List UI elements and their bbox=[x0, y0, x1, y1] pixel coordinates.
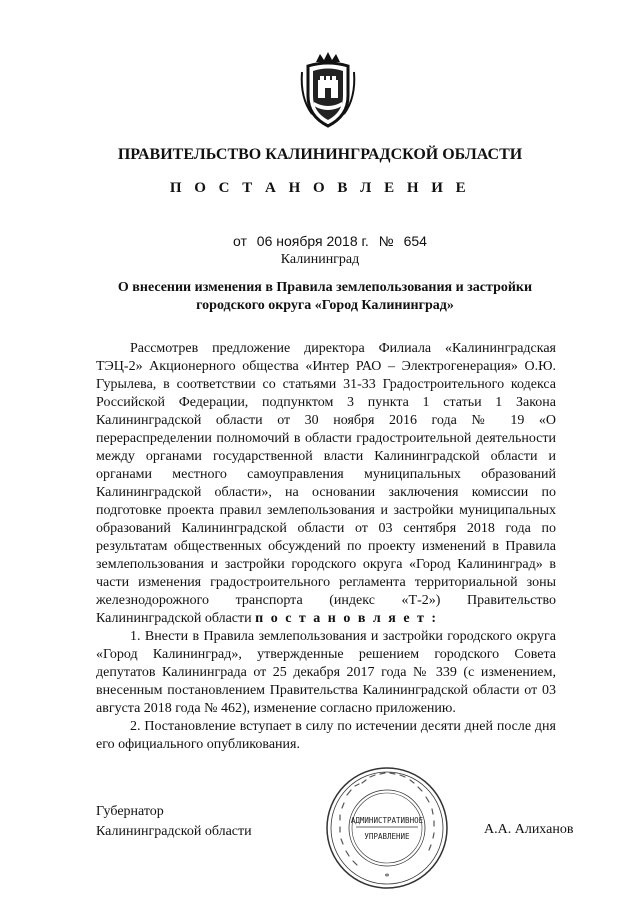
document-type: П О С Т А Н О В Л Е Н И Е bbox=[169, 180, 471, 196]
date-prefix: от bbox=[233, 233, 247, 249]
coat-of-arms-icon bbox=[298, 52, 358, 130]
decree-date: 06 ноября 2018 г. bbox=[256, 233, 369, 249]
decree-subject bbox=[90, 279, 560, 315]
seal-text-line-1: АДМИНИСТРАТИВНОЕ bbox=[350, 816, 424, 825]
signatory-name: А.А. Алиханов bbox=[484, 822, 574, 837]
subject-line-2: городского округа «Город Калининград» bbox=[196, 298, 454, 313]
decree-body bbox=[96, 340, 556, 754]
official-seal-icon bbox=[322, 763, 452, 893]
item-2: 2. Постановление вступает в силу по истечении десяти дней после дня его официального опубликования. bbox=[96, 719, 556, 752]
number-sign: № bbox=[378, 233, 394, 249]
signatory-title bbox=[96, 802, 252, 842]
government-name: ПРАВИТЕЛЬСТВО КАЛИНИНГРАДСКОЙ ОБЛАСТИ bbox=[117, 146, 523, 163]
signatory-title-line-1: Губернатор bbox=[96, 804, 164, 819]
subject-line-1: О внесении изменения в Правила землепользования и застройки bbox=[117, 280, 533, 295]
resolves-phrase: п о с т а н о в л я е т : bbox=[255, 611, 439, 626]
city-name: Калининград bbox=[280, 252, 360, 267]
date-line bbox=[233, 233, 433, 249]
svg-text:*: * bbox=[384, 872, 390, 883]
preamble-paragraph bbox=[96, 340, 556, 628]
signatory-title-line-2: Калининградской области bbox=[96, 824, 252, 839]
item-1: 1. Внести в Правила землепользования и застройки городского округа «Город Калининград», утвержденные решением городского Совета депутатов Калининграда от 25 декабря 2017 года № 339 (с изменением, внесенным постановлением Правительства Калининградской области от 03 августа 2018 года № 462), изменение согласно приложению. bbox=[96, 629, 556, 716]
seal-text-line-2: УПРАВЛЕНИЕ bbox=[364, 832, 410, 841]
decree-number: 654 bbox=[403, 233, 427, 249]
preamble-text: Рассмотрев предложение директора Филиала «Калининградская ТЭЦ-2» Акционерного общества «Интер РАО – Электрогенерация» О.Ю. Гурылева, в соответствии со статьями 31-33 Градостроительного кодекса Российской Федерации, подпунктом 3 пункта 1 статьи 1 Закона Калининградской области от 30 ноября 2016 года № 19 «О перераспределении полномочий в области градостроительной деятельности между органами государственной власти Калининградской области и органами местного самоуправления муниципальных образований Калининградской области», на основании заключения комиссии по подготовке проекта правил землепользования и застройки муниципальных образований Калининградской области от 03 сентября 2018 года по результатам общественных обсуждений по проекту изменений в Правила землепользования и застройки городского округа «Город Калининград» в части изменения градостроительного регламента территориальной зоны железнодорожного транспорта (индекс «Т-2») Правительство Калининградской области bbox=[96, 341, 556, 626]
